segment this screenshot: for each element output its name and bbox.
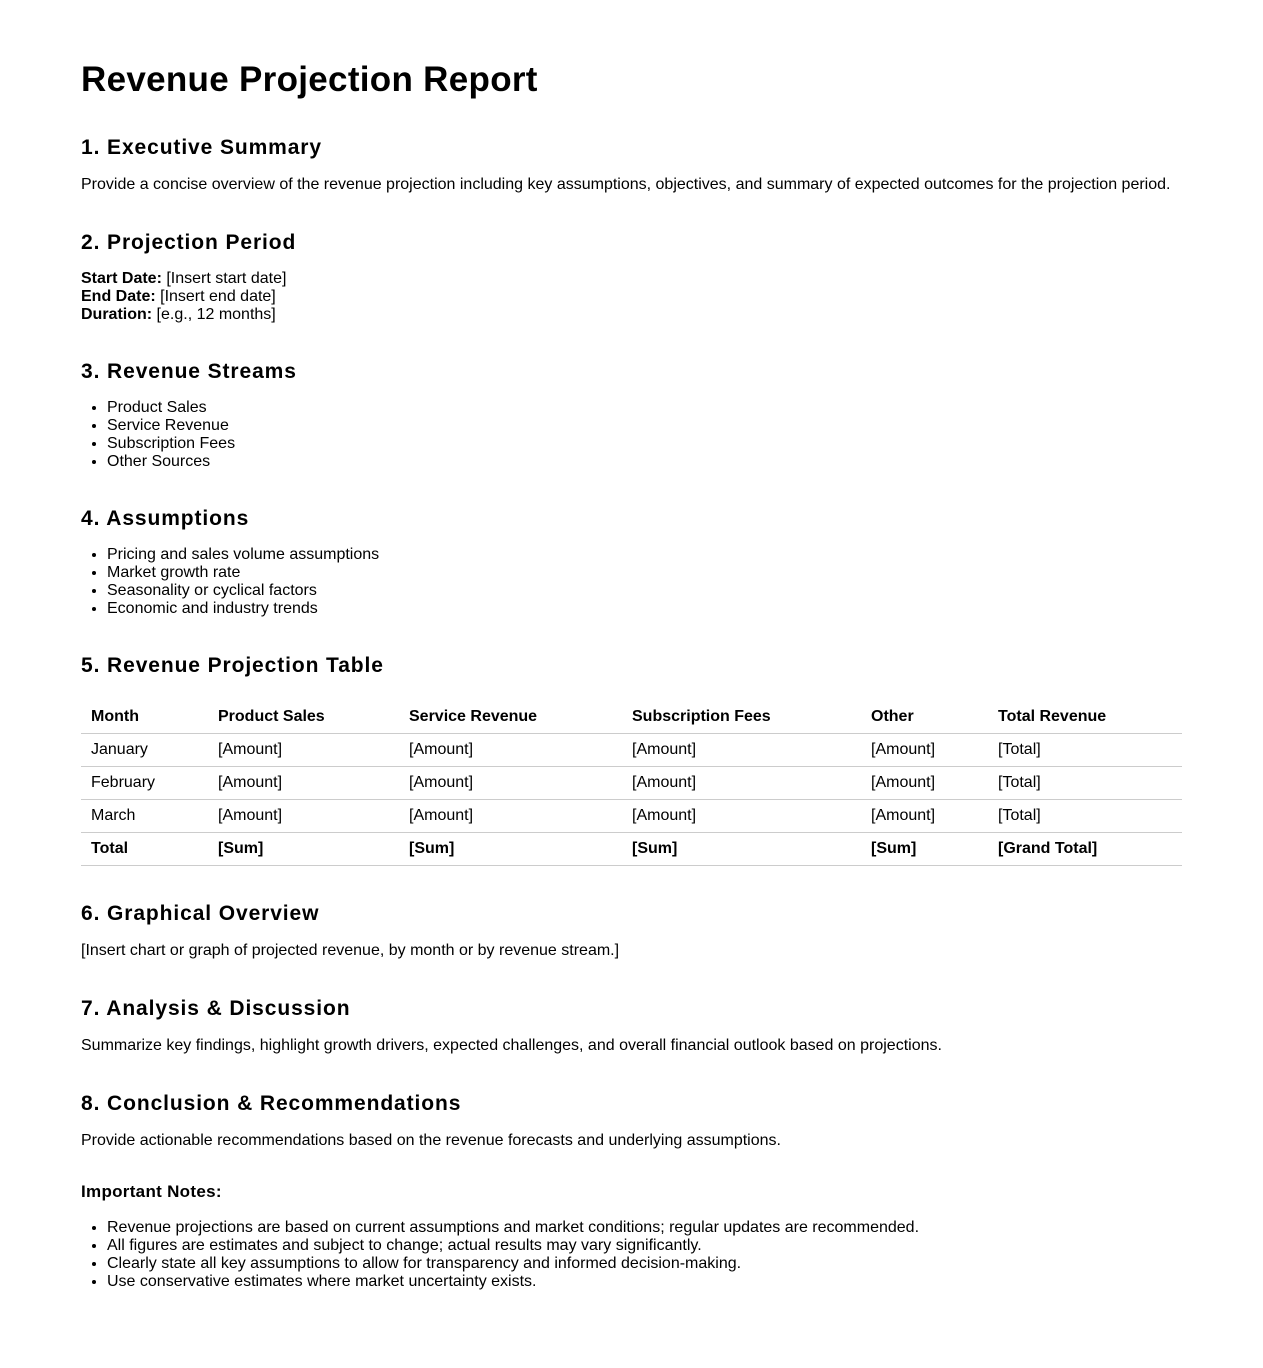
table-row	[81, 767, 1182, 800]
list-item: • Seasonality or cyclical factors	[107, 582, 1182, 600]
end-date-label: End Date:	[81, 288, 156, 305]
conclusion-heading: 8. Conclusion & Recommendations	[81, 1092, 462, 1115]
start-date-value: [Insert start date]	[161, 270, 287, 287]
table-cell: March	[81, 800, 208, 833]
column-header-other: Other	[861, 701, 988, 734]
end-date-line	[81, 288, 1182, 306]
table-cell: [Grand Total]	[988, 833, 1182, 866]
projection-table-heading: 5. Revenue Projection Table	[81, 654, 384, 677]
table-cell: [Total]	[988, 767, 1182, 800]
start-date-label: Start Date:	[81, 270, 162, 287]
table-cell: [Amount]	[208, 767, 399, 800]
table-cell: [Amount]	[861, 767, 988, 800]
column-header-total-revenue: Total Revenue	[988, 701, 1182, 734]
important-notes-heading: Important Notes:	[81, 1182, 222, 1201]
conclusion-text: Provide actionable recommendations based on the revenue forecasts and underlying assumptions.	[81, 1132, 781, 1149]
table-cell: [Amount]	[622, 800, 861, 833]
column-header-subscription-fees: Subscription Fees	[622, 701, 861, 734]
table-total-row	[81, 833, 1182, 866]
table-row	[81, 734, 1182, 767]
revenue-projection-table	[81, 701, 1182, 866]
table-cell: [Sum]	[861, 833, 988, 866]
assumptions-heading: 4. Assumptions	[81, 507, 250, 530]
analysis-text: Summarize key findings, highlight growth drivers, expected challenges, and overall financial outlook based on projections.	[81, 1037, 942, 1054]
list-item: • Product Sales	[107, 399, 1182, 417]
end-date-value: [Insert end date]	[155, 288, 276, 305]
table-cell: [Amount]	[622, 767, 861, 800]
table-cell: [Total]	[988, 734, 1182, 767]
revenue-streams-heading: 3. Revenue Streams	[81, 360, 297, 383]
table-cell: [Amount]	[861, 800, 988, 833]
list-item: • Economic and industry trends	[107, 600, 1182, 618]
projection-period-details	[81, 270, 1182, 324]
analysis-heading: 7. Analysis & Discussion	[81, 997, 351, 1020]
important-notes-list	[81, 1219, 1182, 1291]
table-row	[81, 800, 1182, 833]
list-item: • Service Revenue	[107, 417, 1182, 435]
table-cell: February	[81, 767, 208, 800]
duration-label: Duration:	[81, 306, 153, 323]
duration-value: [e.g., 12 months]	[152, 306, 276, 323]
list-item: • Market growth rate	[107, 564, 1182, 582]
report-page	[81, 56, 1182, 1301]
table-cell: [Amount]	[399, 767, 622, 800]
list-item: • Revenue projections are based on current assumptions and market conditions; regular updates are recommended.	[107, 1219, 1182, 1237]
table-cell: [Amount]	[208, 734, 399, 767]
table-cell: [Amount]	[861, 734, 988, 767]
column-header-service-revenue: Service Revenue	[399, 701, 622, 734]
graphical-overview-text: [Insert chart or graph of projected revenue, by month or by revenue stream.]	[81, 942, 620, 959]
list-item: • Clearly state all key assumptions to allow for transparency and informed decision-making.	[107, 1255, 1182, 1273]
table-cell: [Amount]	[208, 800, 399, 833]
list-item: • Other Sources	[107, 453, 1182, 471]
executive-summary-heading: 1. Executive Summary	[81, 136, 322, 159]
column-header-month: Month	[81, 701, 208, 734]
table-cell: [Amount]	[399, 800, 622, 833]
table-cell: [Total]	[988, 800, 1182, 833]
table-cell: [Sum]	[622, 833, 861, 866]
list-item: • Pricing and sales volume assumptions	[107, 546, 1182, 564]
table-cell: [Sum]	[399, 833, 622, 866]
column-header-product-sales: Product Sales	[208, 701, 399, 734]
list-item: • Use conservative estimates where market uncertainty exists.	[107, 1273, 1182, 1291]
duration-line	[81, 306, 1182, 324]
list-item: • All figures are estimates and subject to change; actual results may vary significantly.	[107, 1237, 1182, 1255]
table-cell: Total	[81, 833, 208, 866]
table-cell: January	[81, 734, 208, 767]
table-cell: [Sum]	[208, 833, 399, 866]
report-title: Revenue Projection Report	[81, 60, 538, 99]
start-date-line	[81, 270, 1182, 288]
executive-summary-text: Provide a concise overview of the revenue projection including key assumptions, objectives, and summary of expected outcomes for the projection period.	[81, 176, 1171, 193]
projection-period-heading: 2. Projection Period	[81, 231, 297, 254]
table-cell: [Amount]	[622, 734, 861, 767]
revenue-streams-list	[81, 399, 1182, 471]
table-header-row	[81, 701, 1182, 734]
graphical-overview-heading: 6. Graphical Overview	[81, 902, 320, 925]
list-item: • Subscription Fees	[107, 435, 1182, 453]
assumptions-list	[81, 546, 1182, 618]
table-cell: [Amount]	[399, 734, 622, 767]
